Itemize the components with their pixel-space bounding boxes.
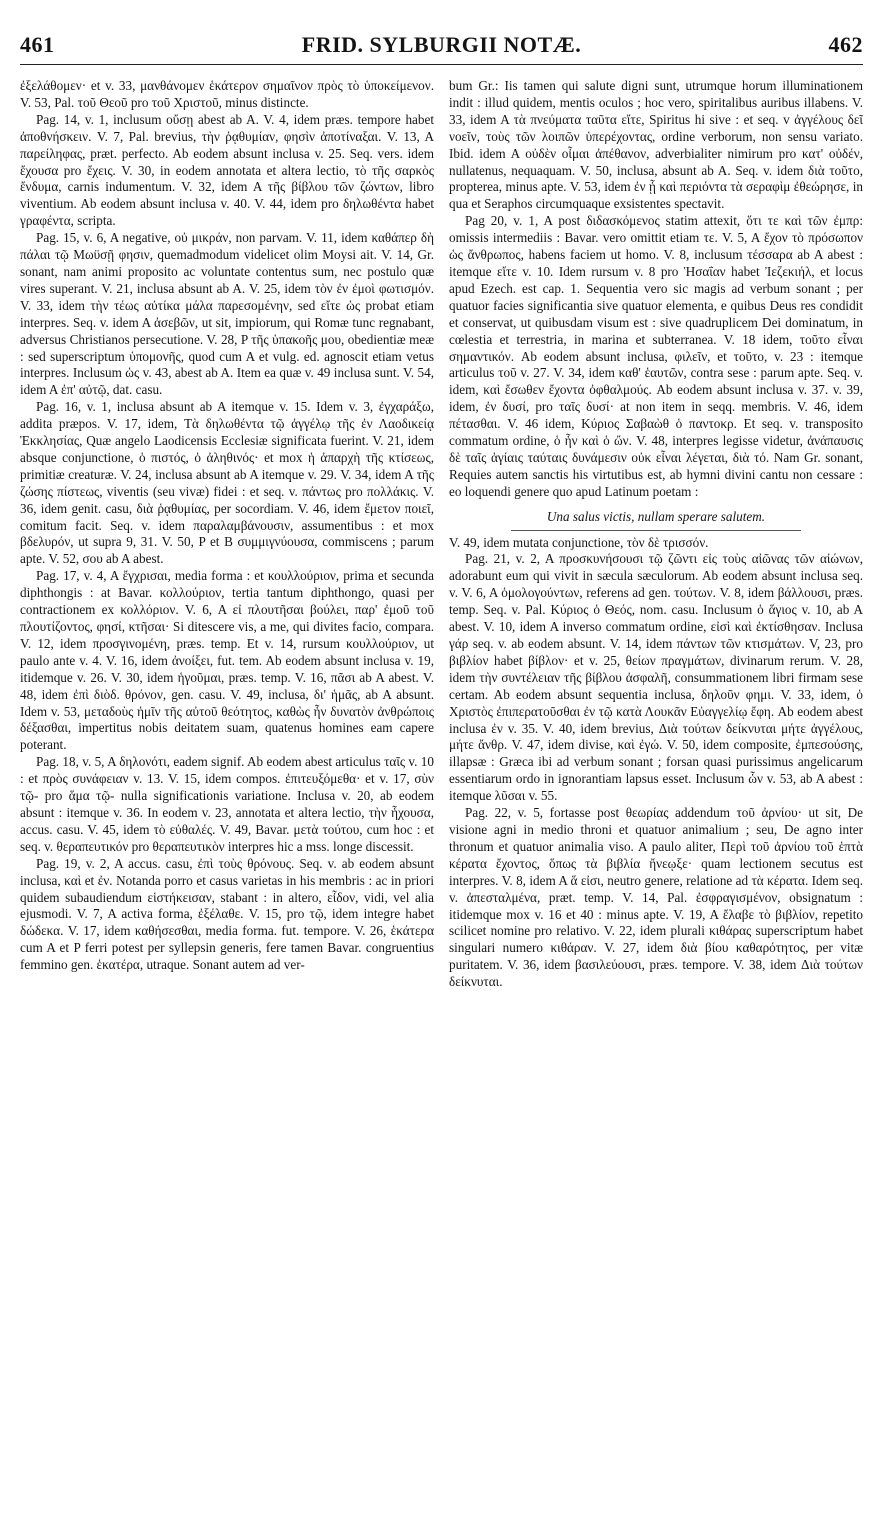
paragraph: Pag. 21, v. 2, A προσκυνήσουσι τῷ ζῶντι εἰς τοὺς αἰῶνας τῶν αἰώνων, adorabunt eum qui vivit in sæcula sæculorum. Ab eodem absunt inclusa seq. v. V. 6, A ὁμολογούντων, referens ad gen. τούτων. V. 8, idem βάλλουσι, præs. temp. Seq. v. Pal. Κύριος ὁ Θεός, nom. casu. Inclusum ὁ ἅγιος v. 10, ab A abest. V. 10, idem A inverso commatum ordine, εἰσὶ καὶ ἐκτίσθησαν. Inclusa γάρ seq. v. ab eodem absunt. V. 14, idem πάντων τῶν κτισμάτων. V, 23, pro βιβλίον habet βίβλον· et v. 25, θείων πραγμάτων, divinarum rerum. V. 28, idem τὴν συντέλειαν τῆς βίβλου ἀσφαλῆ, consummationem libri firmam sese certam. Ab eodem absunt sequentia inclusa, δηλοῦν φημι. V. 33, idem, ὁ Χριστὸς ἐπιπερατοῦσθαι ἐν τῷ κατὰ Λουκᾶν Εὐαγγελίῳ ἔφη. Ab eodem abest inclusa ἐν v. 35. V. 40, idem brevius, Διὰ τούτων δείκνυται μήτε ἀγγέλους, μήτε ἄνθρ. V. 47, idem divise, καὶ ἐγώ. V. 50, idem composite, ἐμπεσούσης, illapsæ : Græca ibi ad verbum sonant ; forsan quasi purissimus angelicarum essentiarum ordo in ignorantiam lapsus esset. Inclusum ὧν v. 53, ab A abest : itemque λῦσαι v. 55.: [449, 551, 863, 804]
paragraph: V. 49, idem mutata conjunctione, τὸν δὲ τρισσόν.: [449, 534, 709, 550]
paragraph: Pag. 19, v. 2, A accus. casu, ἐπὶ τοὺς θρόνους. Seq. v. ab eodem absunt inclusa, καὶ et ἐν. Notanda porro et casus varietas in his membris : ac in priori quidem subaudiendum εἱστήκεισαν, stabant : in altero, εἶδον, vidi, vel alia ejusmodi. V. 7, A activa forma, ἐξέλαθε. V. 15, pro τῷ, idem integre habet δώδεκα. V. 17, idem καθήσεσθαι, media forma. fut. tempore. V. 26, ἑκάτερα cum A et P ferri potest per syllepsin generis, fere tamen Bavar. congruentius femmino gen. ἑκατέρα, utraque. Sonant autem ad ver-: [20, 855, 434, 973]
paragraph: Pag. 17, v. 4, A ἔγχρισαι, media forma : et κουλλούριον, prima et secunda diphthongis : at Bavar. κολλούριον, tertia tantum diphthongo, quasi per contractionem ex κολλόριον. V. 6, A εἰ πλουτῆσαι βούλει, παρ' ἐμοῦ τοῦ πλουτίζοντος, φησί, κτῆσαι· Si ditescere vis, a me, qui divites facio, compara. V. 12, idem προσγινομένη, præs. temp. Et v. 14, rursum κουλλούριον, ut paulo ante v. 4. V. 16, idem ἀνοίξει, fut. tem. Ab eodem absunt inclusa v. 19, itidemque v. 26. V. 30, idem ἡγοῦμαι, præs. temp. V. 16, πᾶσι ab A abest. V. 48, idem ἐπὶ διὸδ. θρόνον, gen. casu. V. 49, inclusa, δι' ἡμᾶς, ab A absunt. Idem v. 53, μεταδοὺς ἡμῖν τῆς αὐτοῦ θεότητος, καθὼς ἦν δυνατὸν ἀνθρώποις δέξασθαι, impertitus nobis deitatem suam, quatenus homines eam capere poterant.: [20, 568, 434, 753]
paragraph: Pag. 16, v. 1, inclusa absunt ab A itemque v. 15. Idem v. 3, ἐγχαράξω, addita præpos. V. 17, idem, Τὰ δηλωθέντα τῷ ἀγγέλῳ τῆς ἐν Λαοδικείᾳ Ἐκκλησίας, Quæ angelo Laodicensis Ecclesiæ significata fuerint. V. 21, idem absque conjunctione, ὁ πιστός, ὁ ἀληθινός· et mox ἡ ἀπαρχὴ τῆς κτίσεως, primitiæ creaturæ. V. 24, inclusa absunt ab A itemque v. 29. V. 34, idem A τῆς ζώσης πίστεως, viventis (seu vivæ) fidei : et seq. v. πάντως pro πολλάκις. V. 36, idem genit. casu, διὰ ῥᾳθυμίας, per socordiam. V. 46, idem ἔμετον ποιεῖ, comitum facit. Seq. v. idem παραλαμβάνουσιν, assumentibus : et mox βδελυρόν, ut supra 9, 31. V. 50, P et B συμμιγνύουσα, commiscens ; parum apte. V. 52, σου ab A abest.: [20, 399, 434, 567]
paragraph: ἐξελάθομεν· et v. 33, μανθάνομεν ἑκάτερον σημαῖνον πρὸς τὸ ὑποκείμενον. V. 53, Pal. τοῦ Θεοῦ pro τοῦ Χριστοῦ, minus distincte.: [20, 78, 434, 110]
paragraph: Pag. 22, v. 5, fortasse post θεωρίας addendum τοῦ ἀρνίου· ut sit, De visione agni in medio throni et quatuor animalium ; seu, De agno inter thronum et quatuor animalia viso. A paulo aliter, Περὶ τοῦ ἀρνίου τοῦ ἑπτὰ κέρατα ἔχοντος, ὅπως τὰ βιβλία ἤνεῳξε· quam lectionem secutus est interpres. V. 8, idem A ἅ εἰσι, neutro genere, relatione ad τὰ κέρατα. Idem seq. v. ἀπεσταλμένα, præt. temp. V. 14, Pal. ἐσφραγισμένον, obsignatum : itidemque mox v. 16 et 40 : minus apte. V. 19, A ἔλαβε τὸ βιβλίον, repetito scilicet nomine pro relativo. V. 22, idem plurali κιθάρας superscriptum habet singulari numero κιθάραν. V. 27, idem διὰ βίου καθαρότητος, per vitæ puritatem. V. 36, idem βασιλεύουσι, præs. tempore. V. 38, idem Διὰ τούτων δείκνυται.: [449, 805, 863, 990]
page-number-left: 461: [20, 32, 55, 57]
paragraph: bum Gr.: Iis tamen qui salute digni sunt, utrumque horum illuminationem indit : illud quidem, mentis oculos ; hoc vero, spiritalibus auribus illabens. V. 33, idem A τὰ πνεύματα ταῦτα εἴτε, Spiritus hi sive : et seq. v ἀγγέλους δεῖ νοεῖν, τοὺς τῶν λοιπῶν ὑπερέχοντας, ordine verborum, non sensu variato. Ibid. idem A οὐδὲν οἶμαι ἀπέθανον, adverbialiter nimirum pro κατ' οὐδέν, nullatenus, nequaquam. V. 50, inclusa, absunt ab A. Seq. v. idem διὰ τοῦτο, propterea, minus apte. V. 53, idem ἐν ᾗ καὶ περιόντα τὰ σεραφὶμ ἐθεώρησε, in qua et Seraphos circumquaque exsistentes spectavit.: [449, 78, 863, 212]
text-columns: [20, 78, 863, 1528]
left-column: [20, 78, 434, 1528]
paragraph: Pag 20, v. 1, A post διδασκόμενος statim attexit, ὅτι τε καὶ τῶν ἐμπρ: omissis intermediis : Bavar. vero omittit etiam τε. V. 5, A ἔχον τὸ πρόσωπον ὡς ἄνθρωπος, habens faciem ut homo. V. 8, inclusum τέσσαρα ab A abest : itemque εἴτε v. 10. Idem rursum v. 8 pro Ἡσαΐαν habet Ἰεζεκιήλ, et locus apud Ezech. est cap. 1. Sequentia vero sic magis ad verbum sonant ; per quatuor facies significantia sive quatuor elementa, e quibus Deus res condidit et conservat, ut quibusdam visum est : sive quadruplicem Dei dominatum, in cœlestia et terrestria, in marina et subterranea. V. 18 idem, τοῦτο εἶναι σημαντικόν. Ab eodem absunt inclusa, φιλεῖν, et τοῦτο, v. 23 : itemque articulus τοῦ v. 27. V. 34, idem καθ' ἑαυτῶν, contra sese : parum apte. Seq. v. idem, καὶ ἔσωθεν ἔχοντα ὀφθαλμούς. Ab eodem absunt inclusa v. 37. v. 39, idem, ἐν δυσί, pro ταῖς δυσί· at non item in seqq. membris. V. 46, idem πέτασθαι. V. 46 idem, Κύριος Σαβαὼθ ὁ παντοκρ. Et seq. v. transposito commatum ordine, ὁ ἦν καὶ ὁ ὤν. V. 48, interpres legisse videtur, ἀνάπαυσις δὲ ταῖς ἁγίαις ταύταις δυνάμεσιν οὐκ εἶναι λέγεται, διὰ τό. Nam Gr. sonant, Requies autem sanctis his virtutibus est, ab hymni divini cantu non cessare : eo loquendi genere quo apud Latinum poetam :: [449, 213, 863, 499]
paragraph: Pag. 15, v. 6, A negative, οὐ μικράν, non parvam. V. 11, idem καθάπερ δὴ πάλαι τῷ Μωϋσῇ φησιν, quemadmodum videlicet olim Moysi ait. V. 14, Gr. sonant, nam animi proposito ac voluntate contentus sum, nec postulo quæ vires superant. V. 21, inclusa absunt ab A. V. 25, idem τὸν ἐν ἐμοὶ φωτισμόν. V. 33, idem τὴν τέως αὐτίκα μάλα παρεσομένην, sed εἴτε ὡς probat etiam interpres. Seq. v. idem A ἀσεβῶν, ut sit, impiorum, qui Romæ tunc regnabant, adversus Christianos persecutione. V. 28, P τῆς ὑπακοῆς μου, obedientiæ meæ : sed superscriptum ὑπομονῆς, quod cum A et vulg. ed. agnoscit etiam vetus interpres. Inclusum ὡς v. 43, abest ab A. Item ea quæ v. 49 inclusa sunt. V. 54, idem A ἐπ' αὐτῷ, dat. casu.: [20, 230, 434, 398]
page-number-right: 462: [828, 32, 863, 57]
paragraph: Pag. 18, v. 5, A δηλονότι, eadem signif. Ab eodem abest articulus ταῖς v. 10 : et πρὸς συνάφειαν v. 13. V. 15, idem compos. ἐπιτευξόμεθα· et v. 17, σὺν τῷ- pro ἅμα τῷ- nulla significationis variatione. Inclusa v. 20, ab eodem absunt : itemque v. 36. In eodem v. 23, annotata et altera lectio, τὴν ἧχουσα, accus. casu. V. 45, idem τὸ εὐθαλές. V. 49, Bavar. μετὰ τούτου, cum hoc : et seq. v. θεραπευτικόν pro θεραπευτικὸν interpres hic a mss. longe discessit.: [20, 754, 434, 854]
running-head: [20, 32, 863, 65]
right-column: [449, 78, 863, 1528]
verse-quote: Una salus victis, nullam sperare salutem.: [511, 509, 801, 531]
running-title: FRID. SYLBURGII NOTÆ.: [301, 32, 582, 57]
paragraph: Pag. 14, v. 1, inclusum οὔσῃ abest ab A. V. 4, idem præs. tempore habet ἀποθνήσκειν. V. 7, Pal. brevius, τὴν ῥᾳθυμίαν, φησὶν ἀποτίναξαι. V. 13, A παρείληφας, præt. perfecto. Ab eodem absunt inclusa v. 25. Seq. vers. idem ἔχουσα pro ἔχεις. V. 30, in eodem annotata et altera lectio, τὸ τῆς σαρκὸς ἔνδυμα, carnis indumentum. V. 32, idem A τῆς βίβλου τῶν ζώντων, libro viventium. Ab eodem absunt inclusa v. 40. V. 44, idem pro δηλωθέντα habet γραφέντα, scripta.: [20, 111, 434, 229]
